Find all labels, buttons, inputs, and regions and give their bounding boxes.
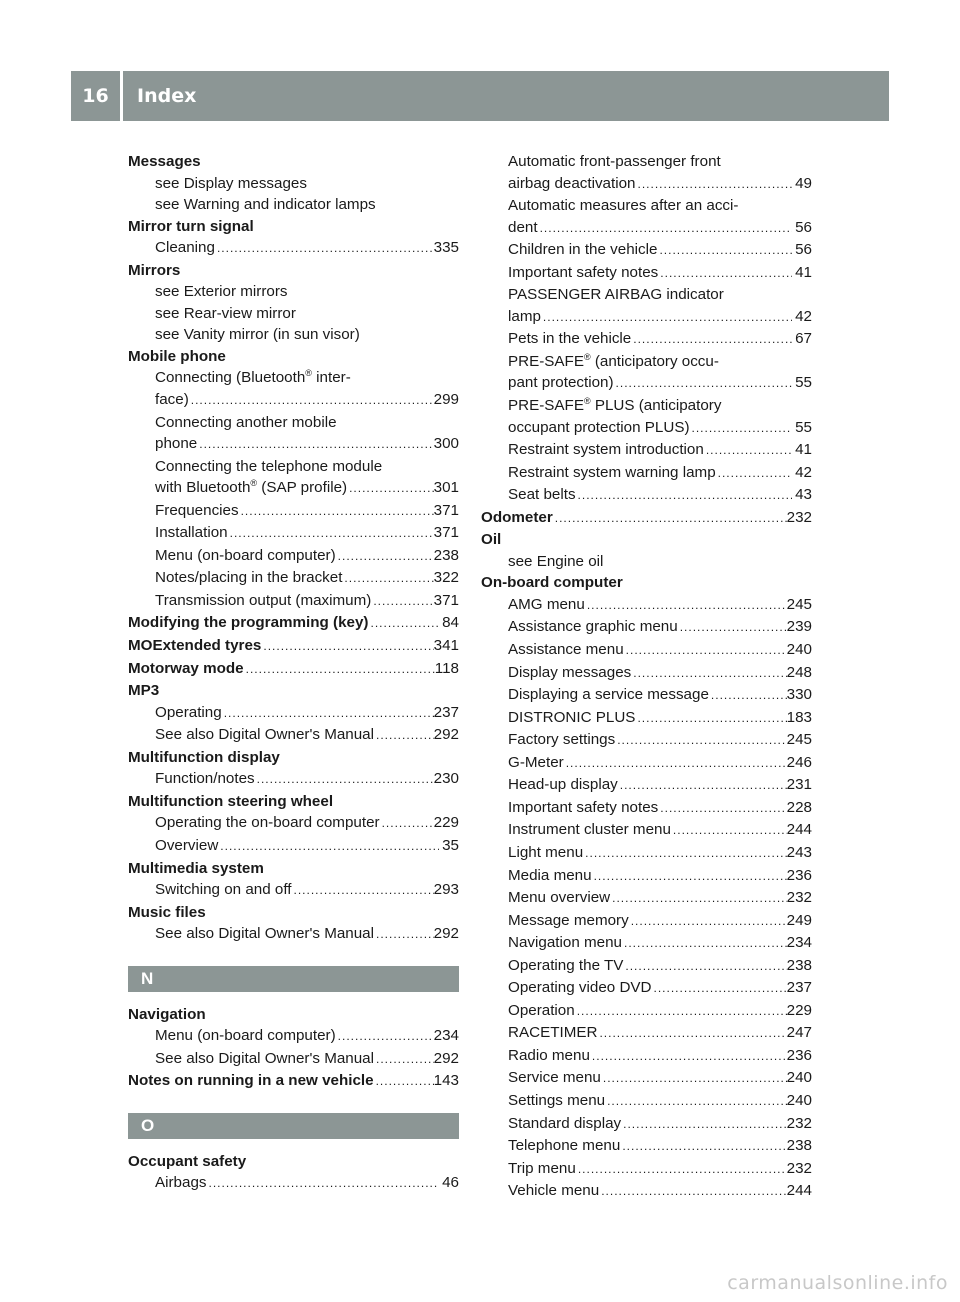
index-term: Mobile phone (128, 347, 226, 365)
page-ref: 143 (433, 1072, 459, 1090)
index-term: Mirrors (128, 261, 181, 279)
page-ref: 330 (786, 686, 812, 704)
index-entry: Trip menu ..... 232 (481, 1158, 812, 1181)
page-ref: 232 (786, 889, 812, 907)
index-term-entry: Odometer ..... 232 (481, 507, 812, 530)
page-ref: 234 (786, 934, 812, 952)
index-entry: Important safety notes ..... 41 (481, 262, 812, 285)
page-ref: 292 (433, 1049, 459, 1067)
page-ref: 67 (795, 330, 812, 348)
page-ref: 244 (786, 1182, 812, 1200)
index-see-ref: see Rear-view mirror (155, 304, 296, 322)
page-ref: 183 (786, 708, 812, 726)
index-entry: Children in the vehicle ..... 56 (481, 239, 812, 262)
index-term: Multifunction steering wheel (128, 792, 334, 810)
page-ref: 247 (786, 1024, 812, 1042)
page-ref: 55 (795, 374, 812, 392)
index-entry: dent ..... 56 (481, 217, 812, 240)
index-entry: Navigation menu ..... 234 (481, 932, 812, 955)
page-ref: 371 (433, 591, 459, 609)
page-ref: 240 (786, 1069, 812, 1087)
index-entry: Instrument cluster menu ..... 244 (481, 819, 812, 842)
index-entry-line: Automatic measures after an acci- (508, 197, 739, 215)
letter-heading-o: O (128, 1113, 459, 1139)
index-see-ref: see Warning and indicator lamps (155, 196, 376, 214)
page-ref: 237 (786, 979, 812, 997)
index-entry: Media menu ..... 236 (481, 865, 812, 888)
index-term: Mirror turn signal (128, 217, 254, 235)
index-entry: Head-up display ..... 231 (481, 774, 812, 797)
page-ref: 292 (433, 726, 459, 744)
index-entry-line: Connecting another mobile (155, 413, 337, 431)
index-column-right (481, 151, 812, 1203)
registered-mark: ® (583, 351, 591, 362)
page-number: 16 (71, 71, 123, 121)
page-ref: 246 (786, 753, 812, 771)
index-entry: Frequencies ..... 371 (128, 500, 459, 523)
page-ref: 228 (786, 798, 812, 816)
page-ref: 41 (795, 263, 812, 281)
registered-mark: ® (250, 478, 258, 489)
page-ref: 118 (434, 659, 459, 677)
index-entry-line: Connecting (Bluetooth® inter- (155, 368, 351, 387)
index-entry: Radio menu ..... 236 (481, 1045, 812, 1068)
index-entry-line: PRE-SAFE® (anticipatory occu- (508, 351, 719, 370)
index-entry: Light menu ..... 243 (481, 842, 812, 865)
section-title: Index (137, 85, 197, 107)
index-entry: Standard display ..... 232 (481, 1113, 812, 1136)
page-ref: 229 (786, 1001, 812, 1019)
index-entry: Airbags ..... 46 (128, 1172, 459, 1195)
index-entry: Factory settings ..... 245 (481, 729, 812, 752)
page-ref: 245 (786, 731, 812, 749)
index-entry-line: PRE-SAFE® PLUS (anticipatory (508, 396, 722, 415)
index-term: Music files (128, 903, 206, 921)
page-ref: 238 (786, 1137, 812, 1155)
index-entry: Displaying a service message ..... 330 (481, 684, 812, 707)
page-ref: 42 (795, 463, 812, 481)
page-ref: 371 (433, 524, 459, 542)
index-entry: RACETIMER ..... 247 (481, 1022, 812, 1045)
index-entry: phone ..... 300 (128, 433, 459, 456)
index-entry: Restraint system warning lamp ..... 42 (481, 462, 812, 485)
index-entry: Menu (on-board computer) ..... 234 (128, 1025, 459, 1048)
obc-subentry-list (481, 594, 812, 1203)
page-ref: 234 (433, 1027, 459, 1045)
page-ref: 46 (442, 1174, 459, 1192)
index-entry: face) ..... 299 (128, 389, 459, 412)
page-ref: 230 (433, 770, 459, 788)
page-ref: 240 (786, 641, 812, 659)
page-ref: 43 (795, 486, 812, 504)
page-ref: 236 (786, 866, 812, 884)
index-entry: DISTRONIC PLUS ..... 183 (481, 707, 812, 730)
index-entry: Menu overview ..... 232 (481, 887, 812, 910)
index-entry: occupant protection PLUS) ..... 55 (481, 417, 812, 440)
index-term: Multimedia system (128, 859, 264, 877)
page-header (71, 71, 889, 121)
page-ref: 245 (786, 595, 812, 613)
index-term: Occupant safety (128, 1152, 247, 1170)
index-entry-line: Connecting the telephone module (155, 457, 383, 475)
index-entry: G-Meter ..... 246 (481, 752, 812, 775)
page-ref: 238 (786, 956, 812, 974)
page-ref: 371 (433, 501, 459, 519)
page-ref: 232 (786, 1114, 812, 1132)
page-ref: 341 (433, 637, 459, 655)
index-entry: Service menu ..... 240 (481, 1067, 812, 1090)
page-ref: 55 (795, 418, 812, 436)
index-entry: Notes/placing in the bracket ..... 322 (128, 567, 459, 590)
page-ref: 42 (795, 307, 812, 325)
index-term: Multifunction display (128, 748, 280, 766)
page-ref: 248 (786, 663, 812, 681)
page-ref: 249 (786, 911, 812, 929)
page-ref: 56 (795, 218, 812, 236)
index-entry: Operating ..... 237 (128, 702, 459, 725)
page-ref: 35 (442, 836, 459, 854)
watermark: carmanualsonline.info (727, 1272, 948, 1294)
index-entry: Assistance menu ..... 240 (481, 639, 812, 662)
index-entry: See also Digital Owner's Manual ..... 292 (128, 923, 459, 946)
index-term-entry: Notes on running in a new vehicle ..... 143 (128, 1070, 459, 1093)
index-entry: Assistance graphic menu ..... 239 (481, 616, 812, 639)
index-entry: Function/notes ..... 230 (128, 768, 459, 791)
registered-mark: ® (305, 368, 312, 379)
index-term: On-board computer (481, 574, 623, 592)
page-ref: 240 (786, 1091, 812, 1109)
index-term-entry: Modifying the programming (key) ..... 84 (128, 612, 459, 635)
page-ref: 232 (786, 508, 812, 526)
index-entry: pant protection) ..... 55 (481, 372, 812, 395)
index-entry: See also Digital Owner's Manual ..... 292 (128, 724, 459, 747)
index-entry: Transmission output (maximum) ..... 371 (128, 590, 459, 613)
page-ref: 243 (786, 843, 812, 861)
page-ref: 41 (795, 441, 812, 459)
index-term: Messages (128, 153, 201, 170)
index-entry: Switching on and off ..... 293 (128, 879, 459, 902)
index-column-left (128, 151, 459, 1195)
page-ref: 300 (433, 435, 459, 453)
page-ref: 335 (433, 239, 459, 257)
index-entry: Message memory ..... 249 (481, 910, 812, 933)
index-entry: Operating the TV ..... 238 (481, 955, 812, 978)
page-ref: 301 (433, 479, 459, 497)
index-term: MP3 (128, 682, 160, 700)
index-entry: Settings menu ..... 240 (481, 1090, 812, 1113)
index-entry: Overview ..... 35 (128, 835, 459, 858)
index-entry: Vehicle menu ..... 244 (481, 1180, 812, 1203)
page-ref: 49 (795, 174, 812, 192)
page-ref: 231 (786, 776, 812, 794)
index-see-ref: see Exterior mirrors (155, 283, 288, 301)
index-entry: Installation ..... 371 (128, 522, 459, 545)
index-entry: Telephone menu ..... 238 (481, 1135, 812, 1158)
index-entry: See also Digital Owner's Manual ..... 292 (128, 1048, 459, 1071)
index-entry-line: Automatic front-passenger front (508, 153, 721, 170)
index-entry: Operating the on-board computer ..... 229 (128, 812, 459, 835)
index-entry-line: PASSENGER AIRBAG indicator (508, 286, 724, 304)
index-entry: Menu (on-board computer) ..... 238 (128, 545, 459, 568)
index-term-entry: MOExtended tyres ..... 341 (128, 635, 459, 658)
index-entry: Operating video DVD ..... 237 (481, 977, 812, 1000)
page-ref: 229 (433, 814, 459, 832)
index-entry: with Bluetooth® (SAP profile) ..... 301 (128, 477, 459, 500)
page-ref: 292 (433, 925, 459, 943)
page-ref: 56 (795, 241, 812, 259)
page-ref: 84 (442, 614, 459, 632)
index-entry: Important safety notes ..... 228 (481, 797, 812, 820)
index-term-entry: Motorway mode ..... 118 (128, 658, 459, 681)
index-see-ref: see Engine oil (508, 552, 604, 570)
index-entry: Display messages ..... 248 (481, 662, 812, 685)
index-term: Navigation (128, 1005, 206, 1023)
page-ref: 244 (786, 821, 812, 839)
page-ref: 237 (433, 703, 459, 721)
page-ref: 322 (433, 569, 459, 587)
letter-heading-n: N (128, 966, 459, 992)
page-ref: 299 (433, 391, 459, 409)
page-ref: 239 (786, 618, 812, 636)
index-entry: lamp ..... 42 (481, 306, 812, 329)
index-entry: Operation ..... 229 (481, 1000, 812, 1023)
page-ref: 236 (786, 1046, 812, 1064)
page-ref: 238 (433, 546, 459, 564)
index-term: Oil (481, 531, 502, 549)
index-entry: AMG menu ..... 245 (481, 594, 812, 617)
registered-mark: ® (583, 396, 591, 407)
index-see-ref: see Vanity mirror (in sun visor) (155, 326, 360, 344)
index-see-ref: see Display messages (155, 174, 307, 192)
page-ref: 293 (433, 881, 459, 899)
index-entry: Pets in the vehicle ..... 67 (481, 328, 812, 351)
index-entry: Restraint system introduction ..... 41 (481, 439, 812, 462)
index-entry: Cleaning ..... 335 (128, 237, 459, 260)
index-entry: airbag deactivation ..... 49 (481, 173, 812, 196)
page-ref: 232 (786, 1159, 812, 1177)
index-entry: Seat belts ..... 43 (481, 484, 812, 507)
